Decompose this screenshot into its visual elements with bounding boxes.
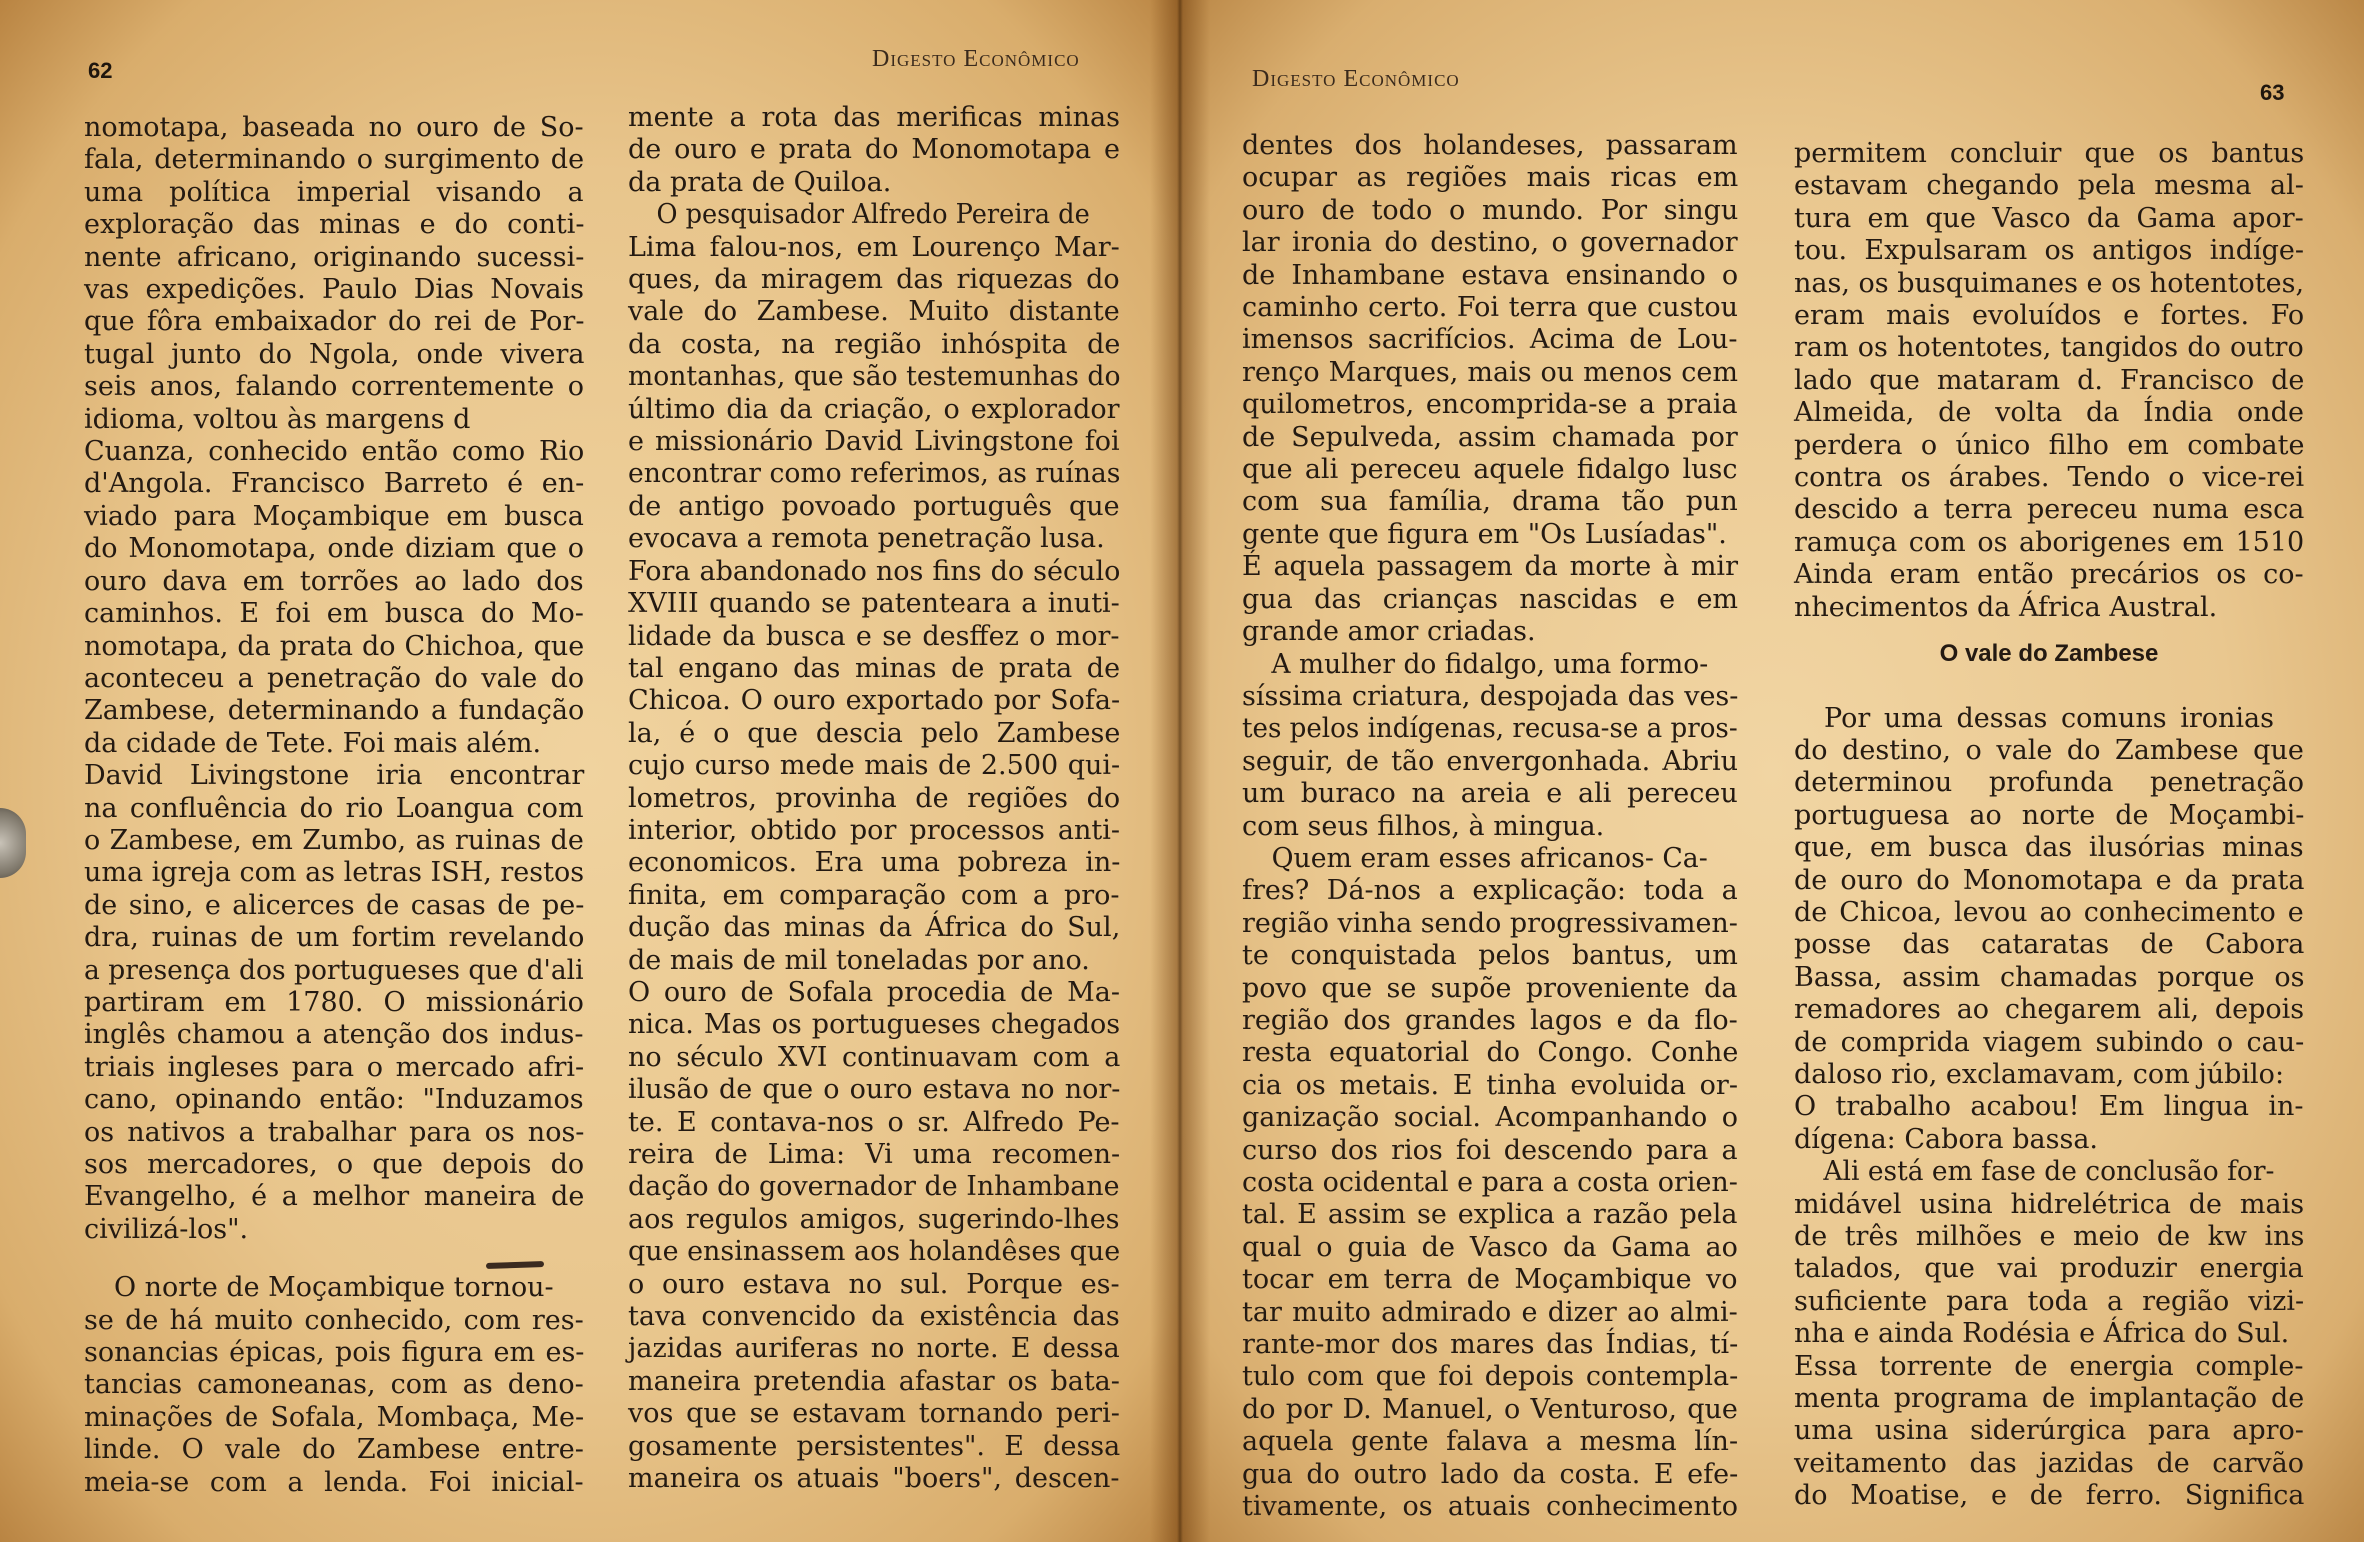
text-line: vale do Zambese. Muito distante xyxy=(628,296,1120,328)
paragraph xyxy=(1794,138,2304,624)
text-line: de sino, e alicerces de casas de pe- xyxy=(84,889,585,921)
text-line: Por uma dessas comuns ironias xyxy=(1824,702,2274,734)
text-line: ram os hotentotes, tangidos do outro xyxy=(1794,332,2304,364)
text-line: dução das minas da África do Sul, xyxy=(628,912,1121,944)
text-line: daloso rio, exclamavam, com júbilo: xyxy=(1794,1058,2285,1090)
text-line: povo que se supõe proveniente da xyxy=(1242,972,1738,1004)
paragraph xyxy=(1242,843,1738,1524)
text-line: linde. O vale do Zambese entre- xyxy=(84,1434,584,1466)
text-line: posse das cataratas de Cabora xyxy=(1794,929,2305,961)
text-line: interior, obtido por processos anti- xyxy=(628,814,1120,846)
text-line: se de há muito conhecido, com res- xyxy=(84,1304,584,1336)
text-line: de ouro do Monomotapa e da prata xyxy=(1794,864,2305,896)
text-line: vos que se estavam tornando peri- xyxy=(628,1398,1120,1430)
text-line: tugal junto do Ngola, onde vivera xyxy=(84,338,585,370)
text-line: menta programa de implantação de xyxy=(1794,1383,2305,1415)
text-line: a presença dos portugueses que d'ali xyxy=(84,954,584,986)
text-line: com sua família, drama tão pun xyxy=(1242,486,1738,518)
text-line: que ali pereceu aquele fidalgo lusc xyxy=(1242,454,1738,486)
text-line: tulo com que foi depois contempla- xyxy=(1242,1361,1739,1393)
text-line: portuguesa ao norte de Moçambi- xyxy=(1794,799,2305,831)
text-line: ocupar as regiões mais ricas em xyxy=(1242,162,1739,194)
right-page xyxy=(1180,0,2364,1542)
text-line: do por D. Manuel, o Venturoso, que xyxy=(1242,1393,1738,1425)
text-line: economicos. Era uma pobreza in- xyxy=(628,847,1121,879)
text-line: de comprida viagem subindo o cau- xyxy=(1794,1026,2305,1058)
text-line: partiram em 1780. O missionário xyxy=(84,986,584,1018)
text-line: vas expedições. Paulo Dias Novais xyxy=(84,274,585,306)
text-line: gua das crianças nascidas e em xyxy=(1242,583,1739,615)
text-line: lometros, provinha de regiões do xyxy=(628,782,1121,814)
text-line: O ouro de Sofala procedia de Ma- xyxy=(628,976,1120,1008)
text-line: ramuça com os aborigenes em 1510 xyxy=(1794,526,2305,558)
text-line: imensos sacrifícios. Acima de Lou- xyxy=(1242,324,1738,356)
right-column-2 xyxy=(1794,138,2304,1513)
text-line: com seus filhos, à mingua. xyxy=(1242,810,1605,842)
text-line: te. E contava-nos o sr. Alfredo Pe- xyxy=(628,1106,1120,1138)
paragraph xyxy=(628,199,1120,1495)
text-line: montanhas, que são testemunhas do xyxy=(628,361,1121,393)
text-line: talados, que vai produzir energia xyxy=(1794,1253,2304,1285)
paragraph xyxy=(628,102,1120,199)
text-line: te conquistada pelos bantus, um xyxy=(1242,940,1738,972)
text-line: Fora abandonado nos fins do século xyxy=(628,555,1121,587)
text-line: seguir, de tão envergonhada. Abriu xyxy=(1242,745,1739,777)
text-line: região vinha sendo progressivamen- xyxy=(1242,907,1738,939)
text-line: da costa, na região inhóspita de xyxy=(628,328,1121,360)
text-line: Lima falou-nos, em Lourenço Mar- xyxy=(628,231,1120,263)
text-line: de Chicoa, levou ao conhecimento e xyxy=(1794,896,2304,928)
text-line: A mulher do fidalgo, uma formo- xyxy=(1271,648,1709,680)
text-line: nha e ainda Rodésia e África do Sul. xyxy=(1794,1318,2290,1350)
paragraph xyxy=(1242,649,1738,843)
text-line: Ali está em fase de conclusão for- xyxy=(1823,1156,2275,1188)
text-line: dação do governador de Inhambane xyxy=(628,1171,1120,1203)
text-line: dra, ruinas de um fortim revelando xyxy=(84,922,585,954)
text-line: Evangelho, é a melhor maneira de xyxy=(84,1181,585,1213)
text-line: Ainda eram então precários os co- xyxy=(1794,559,2304,591)
left-column-1 xyxy=(84,112,584,1499)
text-line: o ouro estava no sul. Porque es- xyxy=(628,1268,1120,1300)
text-line: de três milhões e meio de kw ins xyxy=(1794,1221,2305,1252)
text-line: tar muito admirado e dizer ao almi- xyxy=(1242,1296,1738,1328)
text-line: último dia da criação, o explorador xyxy=(628,393,1120,425)
text-line: gente que figura em "Os Lusíadas". xyxy=(1242,518,1727,550)
text-line: gosamente persistentes". E dessa xyxy=(628,1430,1121,1462)
text-line: nica. Mas os portugueses chegados xyxy=(628,1009,1121,1041)
text-line: do Moatise, e de ferro. Significa xyxy=(1794,1480,2305,1512)
text-line: reira de Lima: Vi uma recomen- xyxy=(628,1139,1121,1170)
text-line: idioma, voltou às margens d xyxy=(84,403,471,435)
text-line: de antigo povoado português que xyxy=(628,490,1120,522)
text-line: grande amor criadas. xyxy=(1242,616,1536,648)
text-line: dentes dos holandeses, passaram xyxy=(1242,130,1738,161)
text-line: Almeida, de volta da Índia onde xyxy=(1794,397,2304,429)
text-line: suficiente para toda a região vizi- xyxy=(1794,1285,2305,1317)
text-line: os nativos a trabalhar para os nos- xyxy=(84,1116,585,1148)
text-line: nhecimentos da África Austral. xyxy=(1794,591,2218,623)
text-line: contra os árabes. Tendo o vice-rei xyxy=(1794,462,2305,494)
text-line: lado que mataram d. Francisco de xyxy=(1794,364,2305,396)
text-line: remadores ao chegarem ali, depois xyxy=(1794,994,2305,1026)
text-line: viado para Moçambique em busca xyxy=(84,500,584,532)
text-line: Zambese, determinando a fundação xyxy=(84,695,585,727)
running-head-left: Digesto Econômico xyxy=(872,46,1080,72)
text-line: fres? Dá-nos a explicação: toda a xyxy=(1242,875,1738,907)
text-line: O pesquisador Alfredo Pereira de xyxy=(656,199,1090,231)
text-line: tura em que Vasco da Gama apor- xyxy=(1794,202,2304,234)
text-line: O norte de Moçambique tornou- xyxy=(113,1272,554,1304)
text-line: veitamento das jazidas de carvão xyxy=(1794,1447,2305,1479)
text-line: o Zambese, em Zumbo, as ruinas de xyxy=(84,824,584,856)
text-line: aos regulos amigos, sugerindo-lhes xyxy=(628,1203,1120,1235)
text-line: nas, os busquimanes e os hotentotes, xyxy=(1794,267,2305,299)
text-line: que ensinassem aos holandêses que xyxy=(628,1236,1121,1268)
text-line: perdera o único filho em combate xyxy=(1794,429,2305,461)
page-number-left: 62 xyxy=(88,58,113,83)
text-line: ganização social. Acompanhando o xyxy=(1242,1102,1739,1134)
text-line: meia-se com a lenda. Foi inicial- xyxy=(84,1466,584,1498)
text-line: Essa torrente de energia comple- xyxy=(1794,1350,2304,1382)
text-line: descido a terra pereceu numa esca xyxy=(1794,494,2305,526)
left-page xyxy=(0,0,1180,1542)
text-line: d'Angola. Francisco Barreto é en- xyxy=(84,468,585,500)
paragraph xyxy=(84,1272,584,1499)
staple-mark xyxy=(0,808,26,878)
text-line: maneira pretendia afastar os bata- xyxy=(628,1365,1120,1397)
text-line: qual o guia de Vasco da Gama ao xyxy=(1242,1231,1738,1263)
text-line: nente africano, originando sucessi- xyxy=(84,241,585,273)
text-line: tal engano das minas de prata de xyxy=(628,652,1121,684)
text-line: fala, determinando o surgimento de xyxy=(84,144,585,176)
text-line: costa ocidental e para a costa orien- xyxy=(1242,1167,1738,1198)
text-line: de Sepulveda, assim chamada por xyxy=(1242,421,1738,453)
text-line: rante-mor dos mares das Índias, tí- xyxy=(1242,1329,1739,1361)
text-line: Quem eram esses africanos- Ca- xyxy=(1271,842,1708,874)
text-line: permitem concluir que os bantus xyxy=(1794,138,2305,169)
text-line: lidade da busca e se desffez o mor- xyxy=(628,620,1120,652)
right-column-1 xyxy=(1242,130,1738,1523)
paragraph xyxy=(1794,1156,2304,1512)
text-line: minações de Sofala, Mombaça, Me- xyxy=(84,1401,585,1433)
text-line: nomotapa, da prata do Chichoa, que xyxy=(84,630,585,662)
text-line: nomotapa, baseada no ouro de So- xyxy=(84,112,584,143)
text-line: ques, da miragem das riquezas do xyxy=(628,264,1120,296)
text-line: de ouro e prata do Monomotapa e xyxy=(628,134,1121,166)
text-line: inglês chamou a atenção dos indus- xyxy=(84,1019,584,1051)
left-column-2 xyxy=(628,102,1120,1495)
text-line: midável usina hidrelétrica de mais xyxy=(1794,1188,2305,1220)
text-line: encontrar como referimos, as ruínas xyxy=(628,458,1121,490)
text-line: O trabalho acabou! Em lingua in- xyxy=(1794,1091,2304,1123)
text-line: uma usina siderúrgica para apro- xyxy=(1794,1415,2304,1447)
text-line: dígena: Cabora bassa. xyxy=(1794,1123,2099,1155)
text-line: na confluência do rio Loangua com xyxy=(84,792,584,824)
text-line: finita, em comparação com a pro- xyxy=(628,879,1120,911)
text-line: resta equatorial do Congo. Conhe xyxy=(1242,1037,1739,1069)
text-line: sonancias épicas, pois figura em es- xyxy=(84,1337,585,1369)
text-line: de mais de mil toneladas por ano. xyxy=(628,944,1090,976)
text-line: aconteceu a penetração do vale do xyxy=(84,662,585,694)
text-line: região dos grandes lagos e da flo- xyxy=(1242,1004,1738,1036)
paragraph xyxy=(1794,703,2304,1157)
paragraph xyxy=(84,112,584,1246)
text-line: determinou profunda penetração xyxy=(1794,767,2304,799)
text-line: triais ingleses para o mercado afri- xyxy=(84,1051,585,1083)
running-head-right: Digesto Econômico xyxy=(1252,66,1460,92)
text-line: la, é o que descia pelo Zambese xyxy=(628,717,1121,749)
text-line: um buraco na areia e ali pereceu xyxy=(1242,778,1738,810)
text-line: tal. E assim se explica a razão pela xyxy=(1242,1199,1738,1231)
text-line: mente a rota das merificas minas xyxy=(628,102,1120,133)
text-line: eram mais evoluídos e fortes. Fo xyxy=(1794,300,2305,332)
text-line: no século XVI continuavam com a xyxy=(628,1041,1121,1073)
text-line: tancias camoneanas, com as deno- xyxy=(84,1369,584,1401)
text-line: cano, opinando então: "Induzamos xyxy=(84,1084,584,1116)
text-line: uma igreja com as letras ISH, restos xyxy=(84,857,585,889)
paragraph xyxy=(1242,130,1738,649)
text-line: maneira os atuais "boers", descen- xyxy=(628,1463,1120,1495)
text-line: exploração das minas e do conti- xyxy=(84,209,585,241)
text-line: jazidas auriferas no norte. E dessa xyxy=(628,1333,1120,1365)
text-line: síssima criatura, despojada das ves- xyxy=(1242,680,1739,712)
text-line: que, em busca das ilusórias minas xyxy=(1794,832,2304,864)
text-line: caminho certo. Foi terra que custou xyxy=(1242,292,1739,324)
text-line: quilometros, encomprida-se a praia xyxy=(1242,389,1738,421)
page-number-right: 63 xyxy=(2260,80,2285,105)
text-line: tou. Expulsaram os antigos indíge- xyxy=(1794,235,2305,267)
text-line: É aquela passagem da morte à mir xyxy=(1242,551,1738,583)
text-line: da prata de Quiloa. xyxy=(628,166,892,198)
text-line: estavam chegando pela mesma al- xyxy=(1794,170,2304,202)
text-line: gua do outro lado da costa. E efe- xyxy=(1242,1458,1739,1490)
text-line: seis anos, falando correntemente o xyxy=(84,371,585,403)
text-line: ouro dava em torrões ao lado dos xyxy=(84,565,584,597)
text-line: e missionário David Livingstone foi xyxy=(628,426,1120,458)
text-line: curso dos rios foi descendo para a xyxy=(1242,1134,1738,1166)
text-line: renço Marques, mais ou menos cem xyxy=(1242,356,1738,388)
text-line: David Livingstone iria encontrar xyxy=(84,760,585,792)
text-line: tava convencido da existência das xyxy=(628,1301,1120,1333)
text-line: que fôra embaixador do rei de Por- xyxy=(84,306,585,338)
text-line: tivamente, os atuais conhecimento xyxy=(1242,1491,1738,1523)
text-line: Cuanza, conhecido então como Rio xyxy=(84,436,585,468)
text-line: de Inhambane estava ensinando o xyxy=(1242,259,1739,291)
text-line: da cidade de Tete. Foi mais além. xyxy=(84,727,542,759)
text-line: ouro de todo o mundo. Por singu xyxy=(1242,194,1739,226)
text-line: caminhos. E foi em busca do Mo- xyxy=(84,598,584,630)
text-line: sos mercadores, o que depois do xyxy=(84,1149,585,1180)
text-line: do Monomotapa, onde diziam que o xyxy=(84,533,585,565)
text-line: cia os metais. E tinha evoluida or- xyxy=(1242,1069,1738,1101)
text-line: cujo curso mede mais de 2.500 qui- xyxy=(628,750,1121,782)
text-line: evocava a remota penetração lusa. xyxy=(628,523,1105,555)
text-line: XVIII quando se patenteara a inuti- xyxy=(628,588,1120,620)
text-line: Chicoa. O ouro exportado por Sofa- xyxy=(628,685,1121,717)
text-line: lar ironia do destino, o governador xyxy=(1242,227,1738,259)
text-line: civilizá-los". xyxy=(84,1213,249,1245)
section-title: O vale do Zambese xyxy=(1939,640,2159,668)
text-line: ilusão de que o ouro estava no nor- xyxy=(628,1074,1121,1106)
text-line: aquela gente falava a mesma lín- xyxy=(1242,1426,1739,1458)
text-line: Bassa, assim chamadas porque os xyxy=(1794,961,2305,993)
text-line: tes pelos indígenas, recusa-se a pros- xyxy=(1242,713,1738,745)
text-line: do destino, o vale do Zambese que xyxy=(1794,734,2304,766)
text-line: tocar em terra de Moçambique vo xyxy=(1242,1264,1738,1296)
text-line: uma política imperial visando a xyxy=(84,176,584,208)
